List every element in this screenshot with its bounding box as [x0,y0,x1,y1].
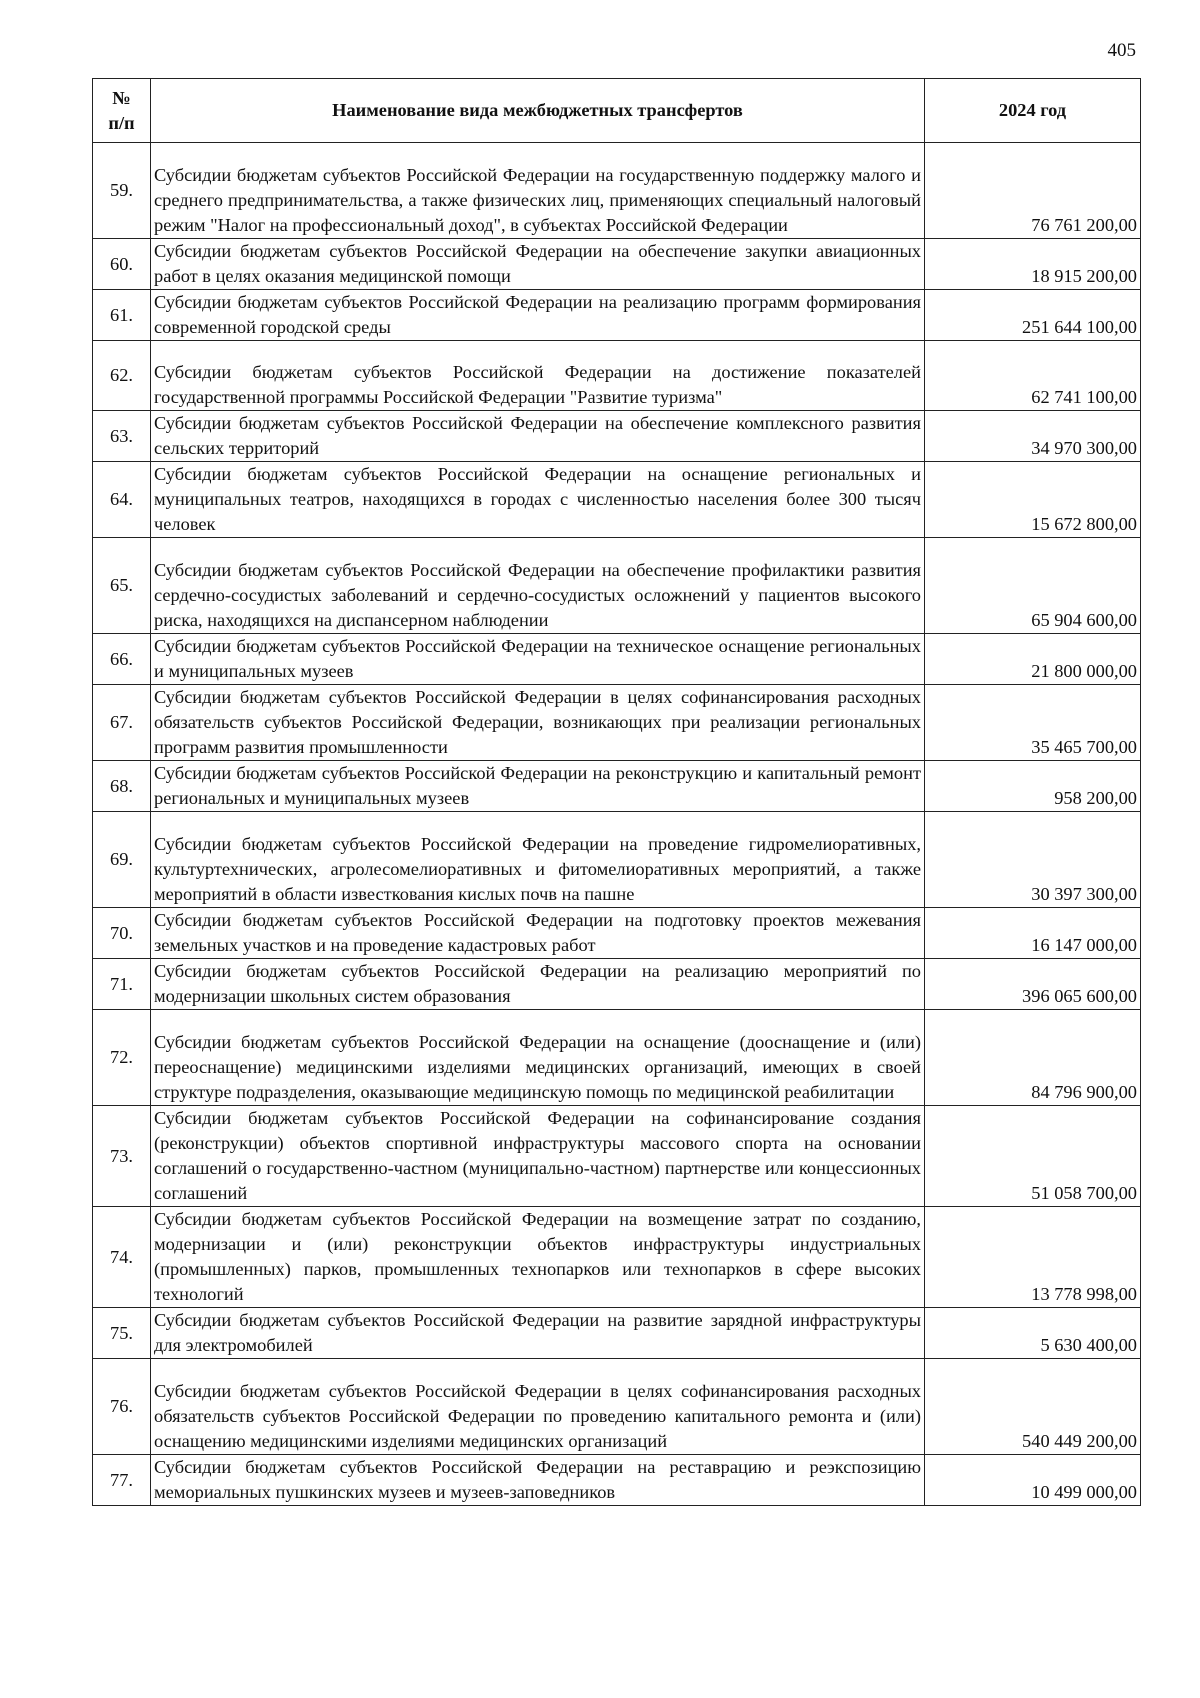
table-row [93,239,1141,290]
row-name: Субсидии бюджетам субъектов Российской Федерации на обеспечение комплексного развития сельских территорий [151,411,925,462]
row-amount: 84 796 900,00 [925,1010,1141,1106]
table-row [93,143,1141,239]
row-name: Субсидии бюджетам субъектов Российской Федерации на техническое оснащение региональных и муниципальных музеев [151,634,925,685]
row-amount: 16 147 000,00 [925,908,1141,959]
row-number: 77. [93,1455,151,1506]
transfers-table [92,78,1141,1506]
table-row [93,1308,1141,1359]
row-amount: 65 904 600,00 [925,538,1141,634]
row-name: Субсидии бюджетам субъектов Российской Федерации на достижение показателей государственной программы Российской Федерации "Развитие туризма" [151,341,925,411]
table-row [93,959,1141,1010]
table-header-row [93,79,1141,143]
table-row [93,1207,1141,1308]
table-row [93,1010,1141,1106]
row-name: Субсидии бюджетам субъектов Российской Федерации в целях софинансирования расходных обязательств субъектов Российской Федерации, возникающих при реализации региональных программ развития промышленности [151,685,925,761]
table-row [93,685,1141,761]
row-name: Субсидии бюджетам субъектов Российской Федерации на софинансирование создания (реконструкции) объектов спортивной инфраструктуры массового спорта на основании соглашений о государственно-частном (муниципально-частном) партнерстве или концессионных соглашений [151,1106,925,1207]
row-number: 73. [93,1106,151,1207]
row-name: Субсидии бюджетам субъектов Российской Федерации на оснащение региональных и муниципальных театров, находящихся в городах с численностью населения более 300 тысяч человек [151,462,925,538]
row-number: 62. [93,341,151,411]
header-name: Наименование вида межбюджетных трансфертов [151,79,925,143]
table-row [93,1359,1141,1455]
table-row [93,634,1141,685]
row-number: 63. [93,411,151,462]
row-name: Субсидии бюджетам субъектов Российской Федерации на обеспечение профилактики развития сердечно-сосудистых заболеваний и сердечно-сосудистых осложнений у пациентов высокого риска, находящихся на диспансерном наблюдении [151,538,925,634]
row-number: 70. [93,908,151,959]
row-number: 68. [93,761,151,812]
row-amount: 396 065 600,00 [925,959,1141,1010]
row-amount: 62 741 100,00 [925,341,1141,411]
page-number: 405 [1107,40,1136,61]
header-number-line2: п/п [108,112,135,133]
row-name: Субсидии бюджетам субъектов Российской Федерации на обеспечение закупки авиационных работ в целях оказания медицинской помощи [151,239,925,290]
row-name: Субсидии бюджетам субъектов Российской Федерации на государственную поддержку малого и среднего предпринимательства, а также физических лиц, применяющих специальный налоговый режим "Налог на профессиональный доход", в субъектах Российской Федерации [151,143,925,239]
row-number: 64. [93,462,151,538]
row-number: 75. [93,1308,151,1359]
row-amount: 18 915 200,00 [925,239,1141,290]
row-number: 67. [93,685,151,761]
row-number: 72. [93,1010,151,1106]
row-number: 71. [93,959,151,1010]
row-name: Субсидии бюджетам субъектов Российской Федерации на возмещение затрат по созданию, модернизации и (или) реконструкции объектов инфраструктуры индустриальных (промышленных) парков, промышленных технопарков или технопарков в сфере высоких технологий [151,1207,925,1308]
row-name: Субсидии бюджетам субъектов Российской Федерации на реализацию мероприятий по модернизации школьных систем образования [151,959,925,1010]
row-amount: 958 200,00 [925,761,1141,812]
table-row [93,1455,1141,1506]
row-number: 65. [93,538,151,634]
header-number [93,79,151,143]
row-amount: 35 465 700,00 [925,685,1141,761]
row-name: Субсидии бюджетам субъектов Российской Федерации на реализацию программ формирования современной городской среды [151,290,925,341]
row-amount: 251 644 100,00 [925,290,1141,341]
row-amount: 34 970 300,00 [925,411,1141,462]
table-row [93,462,1141,538]
row-amount: 5 630 400,00 [925,1308,1141,1359]
row-number: 59. [93,143,151,239]
row-name: Субсидии бюджетам субъектов Российской Федерации на подготовку проектов межевания земельных участков и на проведение кадастровых работ [151,908,925,959]
table-row [93,761,1141,812]
row-amount: 30 397 300,00 [925,812,1141,908]
row-number: 60. [93,239,151,290]
table-row [93,290,1141,341]
table-row [93,1106,1141,1207]
row-number: 69. [93,812,151,908]
row-name: Субсидии бюджетам субъектов Российской Федерации на реконструкцию и капитальный ремонт региональных и муниципальных музеев [151,761,925,812]
row-amount: 10 499 000,00 [925,1455,1141,1506]
row-amount: 15 672 800,00 [925,462,1141,538]
row-amount: 51 058 700,00 [925,1106,1141,1207]
row-number: 74. [93,1207,151,1308]
row-name: Субсидии бюджетам субъектов Российской Федерации на оснащение (дооснащение и (или) переоснащение) медицинскими изделиями медицинских организаций, имеющих в своей структуре подразделения, оказывающие медицинскую помощь по медицинской реабилитации [151,1010,925,1106]
header-number-line1: № [112,87,131,108]
row-name: Субсидии бюджетам субъектов Российской Федерации в целях софинансирования расходных обязательств субъектов Российской Федерации по проведению капитального ремонта и (или) оснащению медицинскими изделиями медицинских организаций [151,1359,925,1455]
row-amount: 540 449 200,00 [925,1359,1141,1455]
table-row [93,538,1141,634]
table-row [93,341,1141,411]
row-amount: 21 800 000,00 [925,634,1141,685]
row-amount: 13 778 998,00 [925,1207,1141,1308]
row-name: Субсидии бюджетам субъектов Российской Федерации на реставрацию и реэкспозицию мемориальных пушкинских музеев и музеев-заповедников [151,1455,925,1506]
row-number: 61. [93,290,151,341]
table-row [93,411,1141,462]
row-name: Субсидии бюджетам субъектов Российской Федерации на проведение гидромелиоративных, культуртехнических, агролесомелиоративных и фитомелиоративных мероприятий, а также мероприятий в области известкования кислых почв на пашне [151,812,925,908]
row-name: Субсидии бюджетам субъектов Российской Федерации на развитие зарядной инфраструктуры для электромобилей [151,1308,925,1359]
table-row [93,908,1141,959]
row-number: 66. [93,634,151,685]
row-number: 76. [93,1359,151,1455]
row-amount: 76 761 200,00 [925,143,1141,239]
table-row [93,812,1141,908]
header-year: 2024 год [925,79,1141,143]
